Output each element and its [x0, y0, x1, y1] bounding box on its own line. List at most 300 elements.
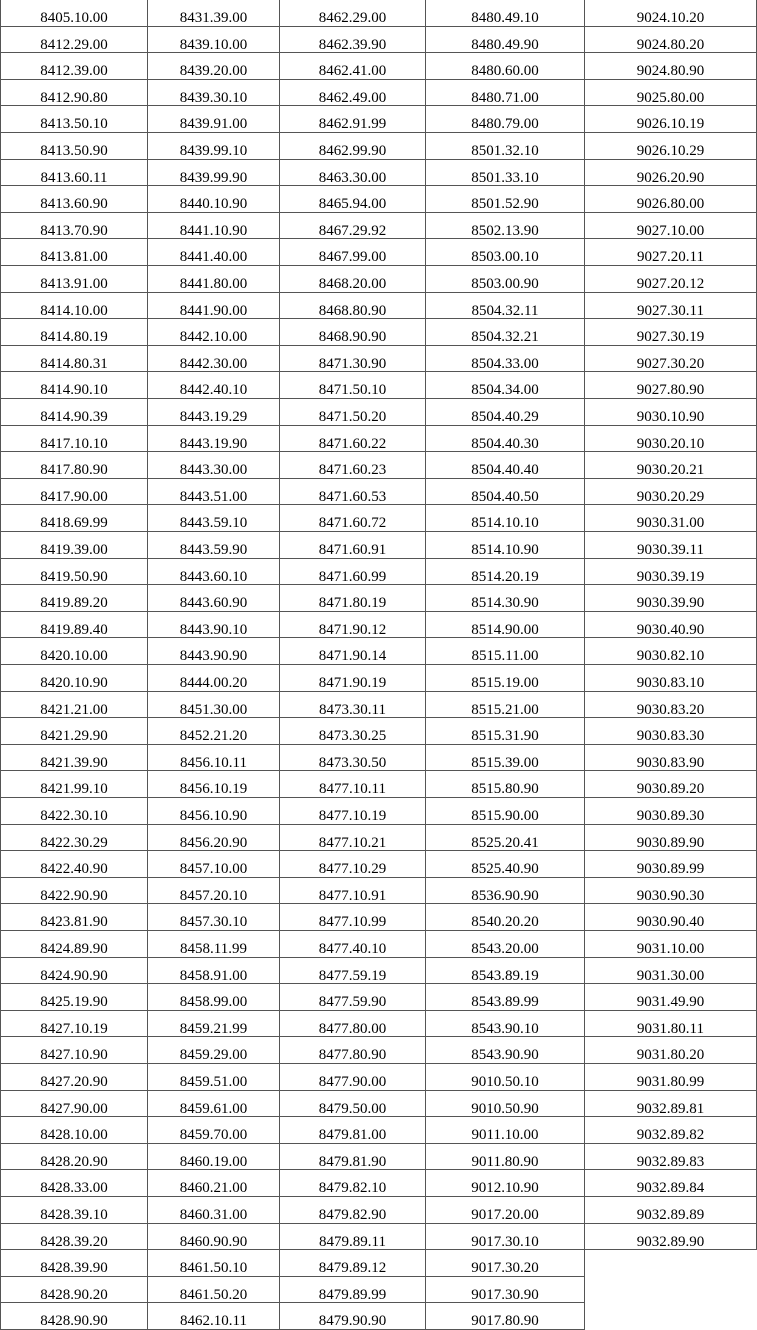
table-row [0, 372, 757, 399]
tariff-code: 8428.90.90 [40, 1313, 108, 1330]
code-cell [585, 160, 757, 187]
code-cell [147, 1197, 279, 1224]
code-cell [147, 1303, 279, 1330]
tariff-code: 9032.89.81 [636, 1100, 705, 1117]
tariff-code: 8414.80.31 [40, 355, 108, 372]
tariff-code: 8413.50.10 [40, 116, 108, 133]
code-cell [147, 1091, 279, 1118]
code-cell [0, 1224, 147, 1251]
code-cell [0, 1091, 147, 1118]
tariff-code: 8477.59.19 [318, 967, 387, 984]
tariff-code: 8417.90.00 [40, 488, 108, 505]
tariff-code: 8414.10.00 [40, 302, 108, 319]
tariff-code: 8462.10.11 [180, 1313, 247, 1330]
tariff-code: 8441.40.00 [179, 249, 248, 266]
code-cell [585, 505, 757, 532]
code-cell [147, 1011, 279, 1038]
tariff-code: 8417.80.90 [40, 462, 108, 479]
tariff-code: 8441.10.90 [179, 222, 248, 239]
tariff-code: 8414.90.10 [40, 382, 108, 399]
tariff-code: 8471.90.14 [318, 648, 387, 665]
tariff-code: 8514.30.90 [471, 595, 539, 612]
tariff-code: 8431.39.00 [179, 10, 248, 26]
code-cell [279, 239, 425, 266]
code-cell [147, 1064, 279, 1091]
code-cell [0, 1250, 147, 1277]
table-row [0, 319, 757, 346]
code-cell [147, 426, 279, 453]
code-cell [147, 505, 279, 532]
tariff-code: 8479.82.10 [318, 1180, 387, 1197]
tariff-code: 8477.80.90 [318, 1047, 387, 1064]
tariff-code: 9031.49.90 [636, 994, 705, 1011]
code-cell [425, 0, 585, 27]
tariff-code: 8421.29.90 [40, 728, 108, 745]
tariff-code: 8457.30.10 [179, 914, 248, 931]
tariff-code: 8419.50.90 [40, 568, 108, 585]
code-cell [425, 984, 585, 1011]
tariff-code: 8502.13.90 [471, 222, 539, 239]
code-cell [147, 904, 279, 931]
tariff-code: 9024.80.90 [636, 63, 705, 80]
code-cell [425, 1091, 585, 1118]
code-cell [425, 1037, 585, 1064]
code-cell [147, 771, 279, 798]
table-row [0, 1117, 757, 1144]
tariff-code: 8477.10.29 [318, 861, 387, 878]
code-cell [585, 638, 757, 665]
code-cell [0, 160, 147, 187]
code-cell [585, 53, 757, 80]
code-cell [279, 585, 425, 612]
code-cell [279, 825, 425, 852]
code-cell [425, 213, 585, 240]
tariff-code: 8459.51.00 [179, 1074, 248, 1090]
code-cell [585, 133, 757, 160]
code-cell [0, 692, 147, 719]
tariff-code: 8421.39.90 [40, 754, 108, 771]
tariff-code: 8439.99.90 [179, 169, 248, 186]
table-row [0, 27, 757, 54]
code-cell [279, 1250, 425, 1277]
code-cell [147, 665, 279, 692]
tariff-code: 8427.10.90 [40, 1047, 108, 1064]
tariff-code: 8479.89.12 [318, 1260, 387, 1277]
tariff-code: 8479.81.00 [318, 1127, 387, 1144]
tariff-code: 8543.89.99 [471, 994, 539, 1011]
code-cell [425, 1117, 585, 1144]
tariff-code: 8460.21.00 [179, 1180, 248, 1197]
code-cell [0, 319, 147, 346]
tariff-code: 8456.10.11 [180, 754, 247, 771]
code-cell [0, 1011, 147, 1038]
code-cell [585, 1224, 757, 1251]
code-cell [585, 319, 757, 346]
code-cell [147, 452, 279, 479]
tariff-code: 8444.00.20 [179, 675, 248, 691]
code-cell [425, 186, 585, 213]
tariff-code: 9030.20.29 [636, 488, 705, 505]
code-cell [585, 293, 757, 320]
tariff-code: 8413.50.90 [40, 143, 108, 159]
code-cell [147, 718, 279, 745]
code-cell [279, 399, 425, 426]
table-row [0, 1250, 757, 1277]
code-cell [279, 186, 425, 213]
tariff-code: 8473.30.50 [318, 754, 387, 771]
tariff-code: 8462.49.00 [318, 89, 387, 106]
code-cell [279, 931, 425, 958]
tariff-code: 9030.20.10 [636, 435, 705, 452]
table-row [0, 984, 757, 1011]
code-cell [147, 1224, 279, 1251]
tariff-code: 8460.90.90 [179, 1233, 248, 1250]
code-cell [279, 80, 425, 107]
tariff-code: 9030.83.20 [636, 701, 705, 718]
code-cell [585, 825, 757, 852]
tariff-code: 9031.80.20 [636, 1047, 705, 1064]
code-cell [147, 825, 279, 852]
tariff-code: 9030.89.20 [636, 781, 705, 798]
code-cell [0, 133, 147, 160]
tariff-code: 8439.91.00 [179, 116, 248, 133]
code-cell [0, 266, 147, 293]
tariff-code: 8477.90.00 [318, 1074, 387, 1090]
table-row [0, 718, 757, 745]
tariff-code: 8525.40.90 [471, 861, 539, 878]
table-row [0, 133, 757, 160]
code-cell [0, 771, 147, 798]
code-cell [279, 718, 425, 745]
tariff-code: 9010.50.10 [471, 1074, 539, 1090]
code-cell [425, 239, 585, 266]
tariff-code: 8515.21.00 [471, 701, 539, 718]
code-cell [147, 293, 279, 320]
tariff-code: 9030.89.99 [636, 861, 705, 878]
code-cell [425, 399, 585, 426]
tariff-code: 9030.89.30 [636, 808, 705, 824]
code-cell [585, 984, 757, 1011]
code-cell [279, 1144, 425, 1171]
tariff-code: 8477.10.11 [319, 781, 386, 798]
tariff-code: 8514.10.10 [471, 515, 539, 532]
code-cell [279, 1303, 425, 1330]
code-cell [147, 266, 279, 293]
tariff-code: 8479.81.90 [318, 1153, 387, 1170]
tariff-code: 8515.31.90 [471, 728, 539, 745]
tariff-code: 9030.10.90 [636, 409, 705, 425]
tariff-code: 8480.49.90 [471, 36, 539, 53]
tariff-code: 8479.82.90 [318, 1207, 387, 1223]
code-cell [0, 718, 147, 745]
tariff-code: 8443.59.10 [179, 515, 248, 532]
code-cell [0, 585, 147, 612]
tariff-code: 8461.50.10 [179, 1260, 248, 1277]
code-cell [585, 931, 757, 958]
code-cell [0, 27, 147, 54]
code-cell [425, 692, 585, 719]
tariff-code: 9030.40.90 [636, 621, 705, 638]
tariff-code: 8456.10.90 [179, 808, 248, 824]
code-cell [425, 1170, 585, 1197]
tariff-code: 8471.90.19 [318, 675, 387, 691]
code-cell [425, 958, 585, 985]
code-cell [0, 505, 147, 532]
table-row [0, 1091, 757, 1118]
code-cell [0, 399, 147, 426]
tariff-code: 9031.80.99 [636, 1074, 705, 1090]
tariff-code: 8536.90.90 [471, 887, 539, 904]
code-cell [0, 532, 147, 559]
code-cell [147, 798, 279, 825]
tariff-code: 8515.80.90 [471, 781, 539, 798]
code-cell [585, 80, 757, 107]
code-cell [585, 239, 757, 266]
tariff-code: 9011.10.00 [471, 1127, 539, 1144]
code-cell [279, 426, 425, 453]
code-cell [425, 878, 585, 905]
code-cell [147, 745, 279, 772]
code-cell [425, 53, 585, 80]
code-cell [425, 851, 585, 878]
code-cell [279, 958, 425, 985]
tariff-code: 8504.40.29 [471, 409, 539, 425]
tariff-code: 8422.40.90 [40, 861, 108, 878]
table-row [0, 825, 757, 852]
code-cell [0, 638, 147, 665]
code-cell [0, 958, 147, 985]
table-row [0, 878, 757, 905]
code-cell [147, 160, 279, 187]
table-row [0, 612, 757, 639]
tariff-code: 8442.10.00 [179, 329, 248, 346]
code-cell [425, 825, 585, 852]
tariff-code: 8457.10.00 [179, 861, 248, 878]
table-row [0, 160, 757, 187]
tariff-code: 8468.90.90 [318, 329, 387, 346]
tariff-code: 8427.90.00 [40, 1100, 108, 1117]
tariff-code: 8471.60.99 [318, 568, 387, 585]
tariff-code: 8471.50.20 [318, 409, 387, 425]
tariff-code: 9017.80.90 [471, 1313, 539, 1330]
tariff-code: 8462.41.00 [318, 63, 387, 80]
code-cell [585, 106, 757, 133]
tariff-code: 8540.20.20 [471, 914, 539, 931]
code-cell [147, 399, 279, 426]
code-cell [279, 878, 425, 905]
tariff-code: 9031.10.00 [636, 941, 705, 957]
tariff-code: 8504.32.11 [471, 302, 539, 319]
tariff-code: 8465.94.00 [318, 196, 387, 213]
tariff-code: 8428.39.10 [40, 1207, 108, 1223]
tariff-code: 9027.30.19 [636, 329, 705, 346]
code-cell [585, 399, 757, 426]
code-cell [585, 1091, 757, 1118]
code-cell [279, 984, 425, 1011]
tariff-code: 9032.89.84 [636, 1180, 705, 1197]
table-row [0, 213, 757, 240]
table-row [0, 1197, 757, 1224]
code-cell [0, 1277, 147, 1304]
table-row [0, 505, 757, 532]
tariff-code: 8414.90.39 [40, 409, 108, 425]
tariff-code: 8442.30.00 [179, 355, 248, 372]
code-cell [425, 771, 585, 798]
tariff-code: 8427.20.90 [40, 1074, 108, 1090]
tariff-code: 8439.20.00 [179, 63, 248, 80]
table-row [0, 638, 757, 665]
code-cell [147, 692, 279, 719]
tariff-code: 8439.99.10 [179, 143, 248, 159]
code-cell [0, 665, 147, 692]
tariff-code: 8428.20.90 [40, 1153, 108, 1170]
code-cell [147, 638, 279, 665]
tariff-code: 8422.90.90 [40, 887, 108, 904]
table-row [0, 346, 757, 373]
tariff-code: 9030.83.30 [636, 728, 705, 745]
code-cell [585, 0, 757, 27]
tariff-code: 9012.10.90 [471, 1180, 539, 1197]
tariff-code: 8424.90.90 [40, 967, 108, 984]
tariff-code: 8441.90.00 [179, 302, 248, 319]
code-cell [279, 27, 425, 54]
code-cell [279, 53, 425, 80]
tariff-code: 8458.11.99 [180, 941, 247, 957]
tariff-code: 8515.90.00 [471, 808, 539, 824]
tariff-code: 8543.20.00 [471, 941, 539, 957]
tariff-code: 9026.10.19 [636, 116, 705, 133]
code-cell [0, 239, 147, 266]
code-cell [585, 1064, 757, 1091]
tariff-code: 8515.11.00 [471, 648, 539, 665]
table-row [0, 1037, 757, 1064]
code-cell [279, 372, 425, 399]
code-cell [425, 904, 585, 931]
code-cell [425, 133, 585, 160]
tariff-code: 9017.30.10 [471, 1233, 539, 1250]
tariff-code: 8419.89.20 [40, 595, 108, 612]
tariff-code: 9026.10.29 [636, 143, 705, 159]
tariff-code: 8501.32.10 [471, 143, 539, 159]
code-cell [0, 452, 147, 479]
tariff-code: 9027.20.11 [637, 249, 704, 266]
table-row [0, 771, 757, 798]
code-cell [585, 612, 757, 639]
table-row [0, 53, 757, 80]
table-row [0, 1144, 757, 1171]
tariff-code: 8503.00.10 [471, 249, 539, 266]
code-cell [279, 1117, 425, 1144]
code-cell [147, 851, 279, 878]
tariff-code: 8477.10.21 [318, 834, 387, 851]
tariff-code: 8460.31.00 [179, 1207, 248, 1223]
tariff-code: 8514.20.19 [471, 568, 539, 585]
tariff-code: 8458.91.00 [179, 967, 248, 984]
code-cell [279, 638, 425, 665]
tariff-code: 8543.89.19 [471, 967, 539, 984]
tariff-code: 8471.80.19 [318, 595, 387, 612]
code-cell [279, 160, 425, 187]
tariff-code: 8457.20.10 [179, 887, 248, 904]
code-cell [0, 851, 147, 878]
code-cell [585, 1011, 757, 1038]
code-cell [0, 1064, 147, 1091]
tariff-code: 8417.10.10 [40, 435, 108, 452]
tariff-code: 8479.90.90 [318, 1313, 387, 1330]
tariff-code: 8515.19.00 [471, 675, 539, 691]
tariff-code: 8504.40.30 [471, 435, 539, 452]
tariff-code: 8477.10.91 [318, 887, 387, 904]
table-row [0, 1224, 757, 1251]
table-row [0, 399, 757, 426]
tariff-code: 8427.10.19 [40, 1020, 108, 1037]
tariff-code: 9030.20.21 [636, 462, 705, 479]
code-cell [147, 984, 279, 1011]
table-row [0, 665, 757, 692]
code-cell [585, 1170, 757, 1197]
tariff-code: 8461.50.20 [179, 1286, 248, 1303]
code-cell [585, 585, 757, 612]
code-cell [0, 346, 147, 373]
tariff-code: 8443.19.29 [179, 409, 248, 425]
tariff-code: 8514.90.00 [471, 621, 539, 638]
code-cell [147, 1250, 279, 1277]
tariff-code: 8421.99.10 [40, 781, 108, 798]
code-cell [0, 479, 147, 506]
code-cell [0, 53, 147, 80]
tariff-code: 9030.39.90 [636, 595, 705, 612]
code-cell [0, 80, 147, 107]
tariff-code: 8459.21.99 [179, 1020, 248, 1037]
table-row [0, 106, 757, 133]
tariff-code: 8477.10.19 [318, 808, 387, 824]
code-cell [279, 851, 425, 878]
code-cell [585, 1144, 757, 1171]
code-cell [0, 1117, 147, 1144]
code-cell [147, 80, 279, 107]
code-cell [425, 1011, 585, 1038]
tariff-code: 8440.10.90 [179, 196, 248, 213]
code-cell [425, 585, 585, 612]
table-row [0, 1064, 757, 1091]
tariff-code: 8480.60.00 [471, 63, 539, 80]
code-cell [425, 80, 585, 107]
code-cell [585, 718, 757, 745]
tariff-code: 9017.20.00 [471, 1207, 539, 1223]
code-cell [0, 745, 147, 772]
tariff-code: 9030.90.30 [636, 887, 705, 904]
tariff-code: 9017.30.90 [471, 1286, 539, 1303]
code-cell [425, 372, 585, 399]
tariff-code: 8428.39.20 [40, 1233, 108, 1250]
code-cell [147, 878, 279, 905]
tariff-code: 8412.90.80 [40, 89, 108, 106]
tariff-code: 9030.39.11 [637, 542, 704, 558]
tariff-code: 9032.89.90 [636, 1233, 705, 1250]
table-row [0, 0, 757, 27]
code-cell [279, 532, 425, 559]
code-cell [585, 479, 757, 506]
code-cell [279, 133, 425, 160]
code-cell [425, 798, 585, 825]
code-cell [425, 532, 585, 559]
tariff-code: 9027.10.00 [636, 222, 705, 239]
tariff-code: 8412.39.00 [40, 63, 108, 80]
code-cell [425, 638, 585, 665]
table-row [0, 293, 757, 320]
code-cell [585, 346, 757, 373]
tariff-code: 8421.21.00 [40, 701, 108, 718]
